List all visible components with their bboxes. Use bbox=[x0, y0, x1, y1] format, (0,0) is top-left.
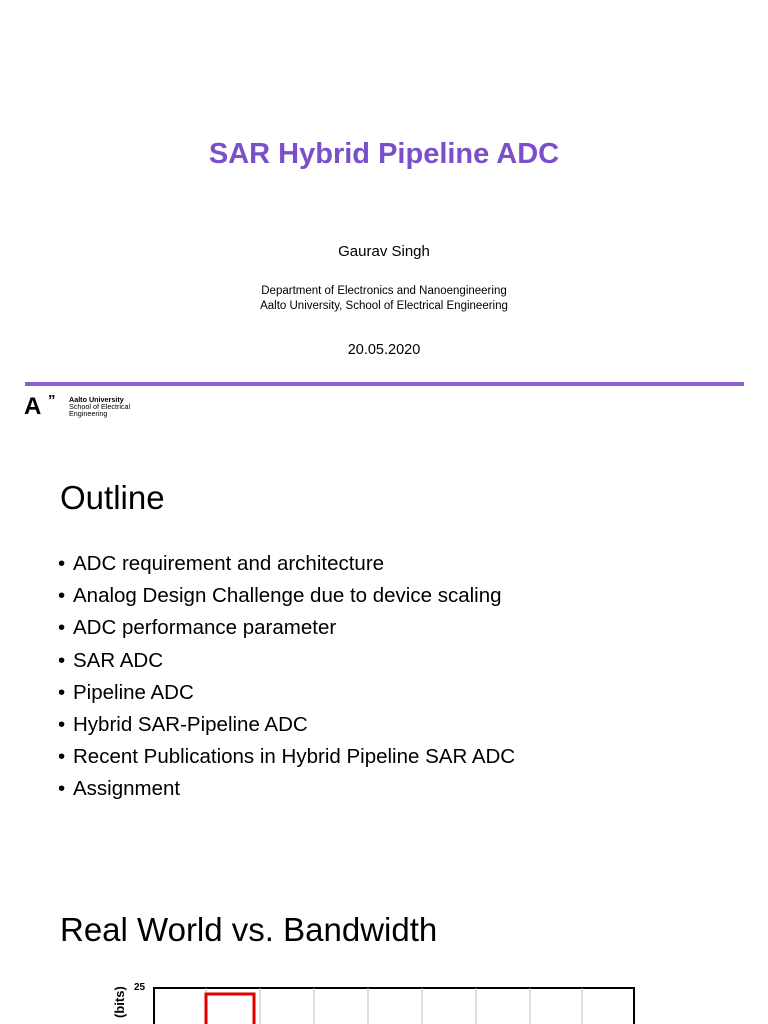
bullet-icon: • bbox=[58, 616, 66, 640]
aalto-logo-text bbox=[69, 396, 130, 417]
bullet-icon: • bbox=[58, 648, 66, 672]
highlight-box bbox=[206, 994, 254, 1024]
school-line: Aalto University, School of Electrical Engineering bbox=[260, 300, 508, 312]
grid-lines bbox=[206, 988, 582, 1024]
list-item: • Hybrid SAR-Pipeline ADC bbox=[58, 709, 515, 741]
presentation-date: 20.05.2020 bbox=[347, 342, 421, 358]
logo-line-1: Aalto University bbox=[69, 395, 124, 404]
logo-line-2: School of Electrical bbox=[69, 402, 131, 411]
list-item: • ADC requirement and architecture bbox=[58, 548, 515, 580]
bandwidth-chart bbox=[110, 978, 650, 1024]
title-divider bbox=[25, 382, 744, 386]
list-item: • SAR ADC bbox=[58, 645, 515, 677]
list-item: • Assignment bbox=[58, 773, 515, 805]
bandwidth-heading: Real World vs. Bandwidth bbox=[60, 911, 438, 948]
list-item: • Analog Design Challenge due to device scaling bbox=[58, 580, 515, 612]
outline-list bbox=[58, 548, 515, 806]
bullet-icon: • bbox=[58, 713, 66, 737]
y-axis-label: (bits) bbox=[112, 986, 127, 1018]
affiliation bbox=[0, 284, 768, 314]
bullet-icon: • bbox=[58, 584, 66, 608]
logo-line-3: Engineering bbox=[69, 409, 108, 418]
list-item: • ADC performance parameter bbox=[58, 612, 515, 644]
y-tick-label: 25 bbox=[134, 982, 146, 993]
bullet-icon: • bbox=[58, 552, 66, 575]
aalto-logo-quote-icon: ” bbox=[48, 392, 56, 409]
outline-heading: Outline bbox=[60, 479, 165, 516]
list-item: • Recent Publications in Hybrid Pipeline SAR ADC bbox=[58, 741, 515, 773]
bullet-icon: • bbox=[58, 777, 66, 801]
slide-title: SAR Hybrid Pipeline ADC bbox=[208, 138, 560, 170]
list-item: • Pipeline ADC bbox=[58, 677, 515, 709]
author-name: Gaurav Singh bbox=[338, 243, 430, 260]
bullet-icon: • bbox=[58, 745, 66, 769]
aalto-logo-mark: A bbox=[24, 393, 42, 420]
bullet-icon: • bbox=[58, 680, 66, 704]
department-line: Department of Electronics and Nanoengineering bbox=[261, 285, 507, 297]
